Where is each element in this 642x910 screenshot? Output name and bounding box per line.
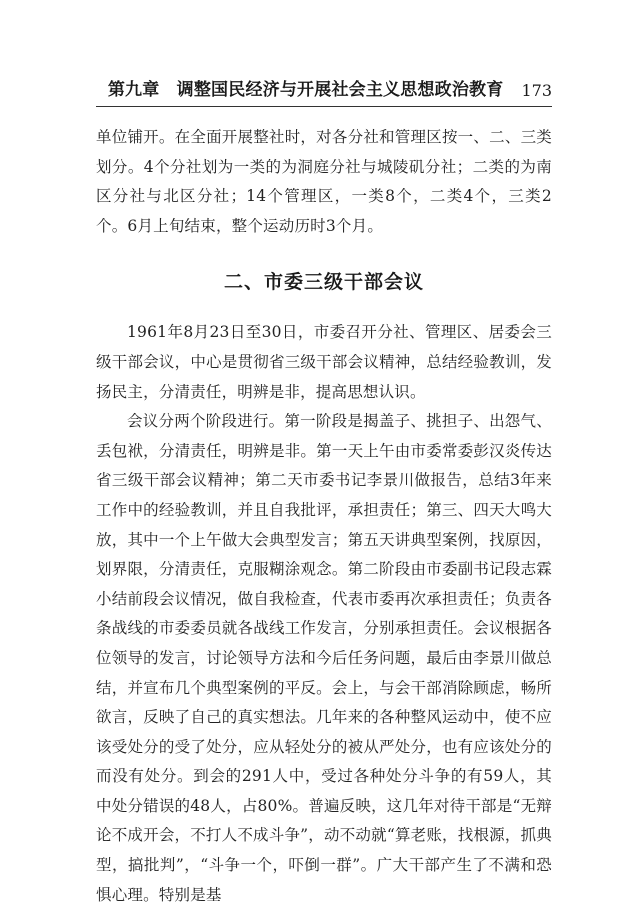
section-heading: 二、市委三级干部会议 xyxy=(223,271,424,294)
book-page xyxy=(96,74,552,910)
intro-paragraph: 单位铺开。在全面开展整社时，对各分社和管理区按一、二、三类划分。4个分社划为一类的为洞庭分社与城陵矶分社；二类的为南区分社与北区分社；14个管理区，一类8个，二类4个，三类2个。6月上旬结束，整个运动历时3个月。 xyxy=(96,128,552,235)
running-header xyxy=(96,74,552,107)
paragraph-1: 1961年8月23日至30日，市委召开分社、管理区、居委会三级干部会议，中心是贯彻省三级干部会议精神，总结经验教训，发扬民主，分清责任，明辨是非，提高思想认识。 xyxy=(96,323,552,401)
paragraph-2: 会议分两个阶段进行。第一阶段是揭盖子、挑担子、出怨气、丢包袱，分清责任，明辨是非。第一天上午由市委常委彭汉炎传达省三级干部会议精神；第二天市委书记李景川做报告，总结3年来工作中的经验教训，并且自我批评，承担责任；第三、四天大鸣大放，其中一个上午做大会典型发言；第五天讲典型案例，找原因，划界限，分清责任，克服糊涂观念。第二阶段由市委副书记段志霖小结前段会议情况，做自我检查，代表市委再次承担责任；负责各条战线的市委委员就各战线工作发言，分别承担责任。会议根据各位领导的发言，讨论领导方法和今后任务问题，最后由李景川做总结，并宣布几个典型案例的平反。会上，与会干部消除顾虑，畅所欲言，反映了自己的真实想法。几年来的各种整风运动中，使不应该受处分的受了处分，应从轻处分的被从严处分，也有应该处分的而没有处分。到会的291人中，受过各种处分斗争的有59人，其中处分错误的48人，占80%。普遍反映，这几年对待干部是“无辩论不成开会，不打人不成斗争”，动不动就“算老账，找根源，抓典型，搞批判”，“斗争一个，吓倒一群”。广大干部产生了不满和恐惧心理。特别是基 xyxy=(96,412,552,904)
page-number: 173 xyxy=(521,81,552,100)
chapter-title: 第九章 调整国民经济与开展社会主义思想政治教育 xyxy=(107,80,504,100)
body-text xyxy=(96,123,552,910)
